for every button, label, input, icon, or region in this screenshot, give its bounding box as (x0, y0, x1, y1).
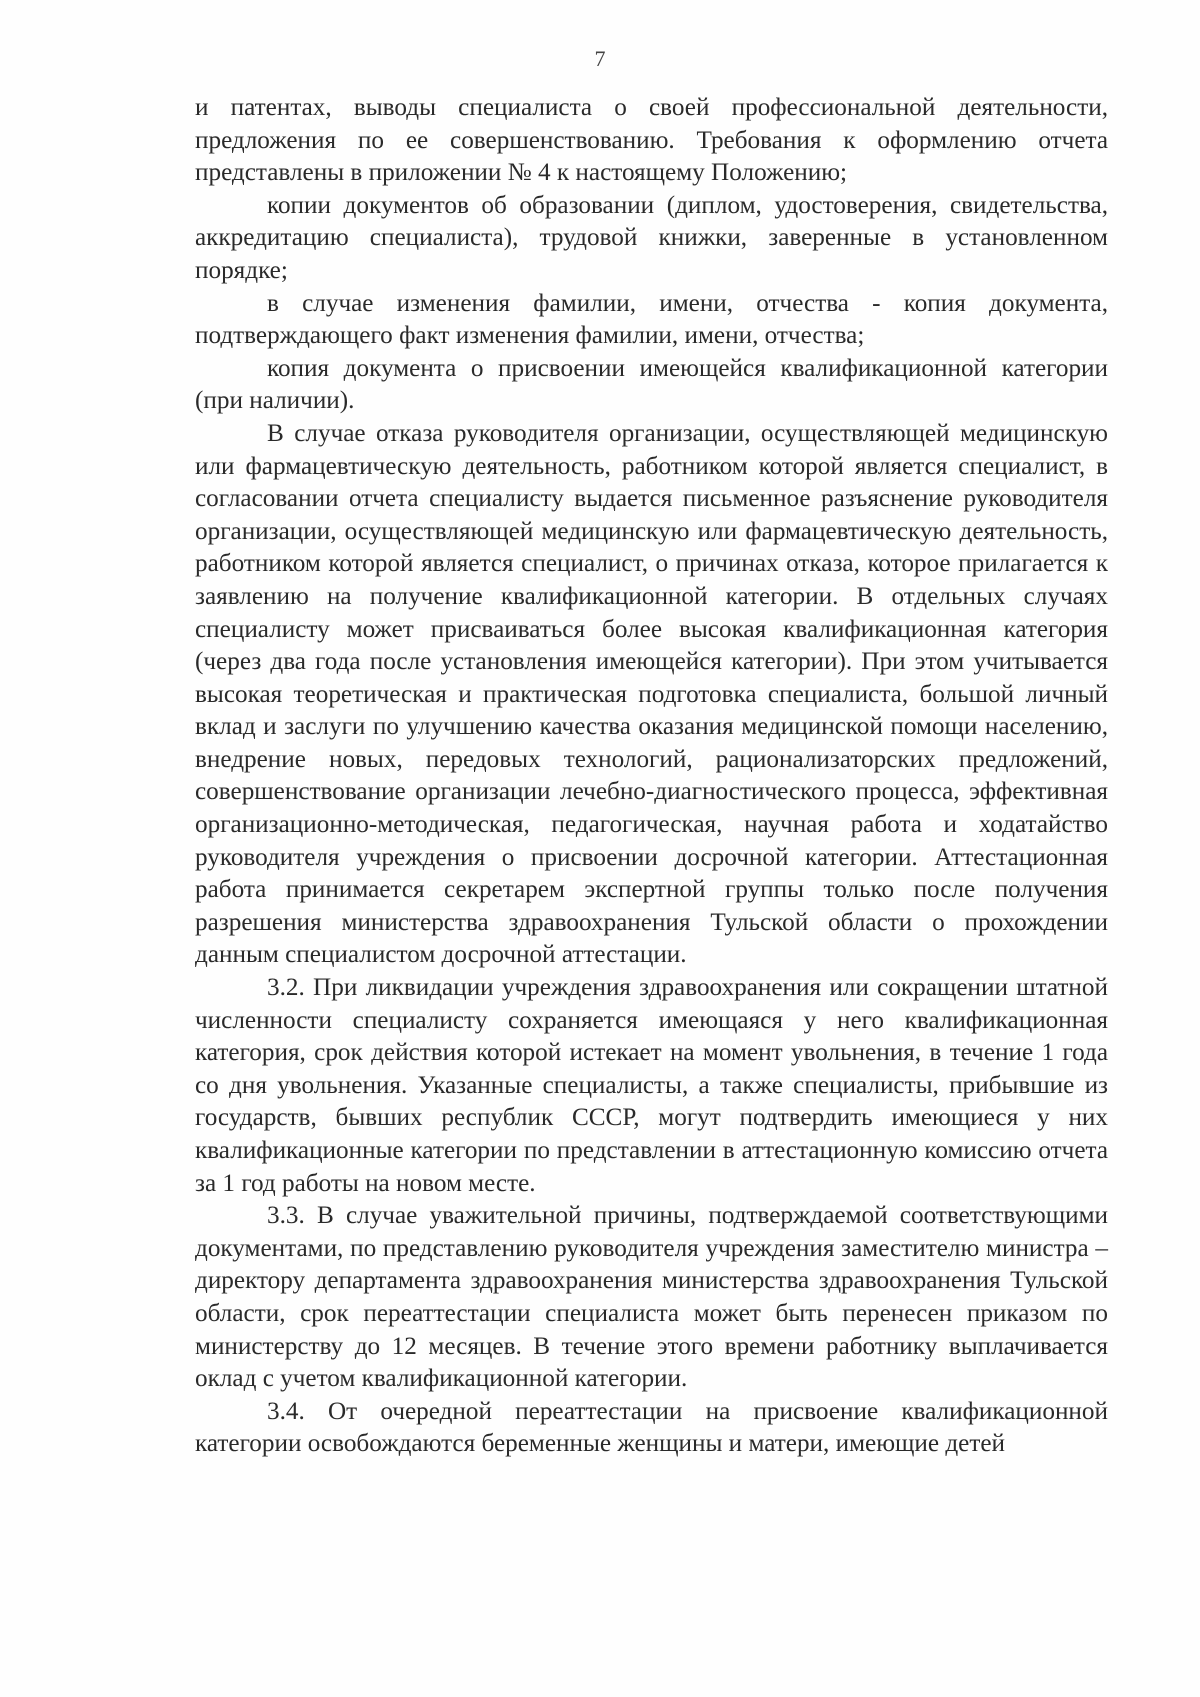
paragraph-continued: и патентах, выводы специалиста о своей профессиональной деятельности, предложения по ее совершенствованию. Требования к оформлению отчета представлены в приложении № 4 к настоящему Положению; (195, 94, 1108, 187)
document-body (195, 92, 1108, 1461)
paragraph-refusal: В случае отказа руководителя организации, осуществляющей медицинскую или фармацевтическую деятельность, работником которой является специалист, в согласовании отчета специалисту выдается письменное разъяснение руководителя организации, осуществляющей медицинскую или фармацевтическую деятельность, работником которой является специалист, о причинах отказа, которое прилагается к заявлению на получение квалификационной категории. В отдельных случаях специалисту может присваиваться более высокая квалификационная категория (через два года после установления имеющейся категории). При этом учитывается высокая теоретическая и практическая подготовка специалиста, большой личный вклад и заслуги по улучшению качества оказания медицинской помощи населению, внедрение новых, передовых технологий, рационализаторских предложений, совершенствование организации лечебно-диагностического процесса, эффективная организационно-методическая, педагогическая, научная работа и ходатайство руководителя учреждения о присвоении досрочной категории. Аттестационная работа принимается секретарем экспертной группы только после получения разрешения министерства здравоохранения Тульской области о прохождении данным специалистом досрочной аттестации. (195, 419, 1108, 969)
paragraph-category-copy: копия документа о присвоении имеющейся квалификационной категории (при наличии). (195, 354, 1108, 415)
paragraph-3-4: 3.4. От очередной переаттестации на присвоение квалификационной категории освобождаются беременные женщины и матери, имеющие детей (195, 1397, 1108, 1458)
paragraph-3-3: 3.3. В случае уважительной причины, подтверждаемой соответствующими документами, по представлению руководителя учреждения заместителю министра – директору департамента здравоохранения министерства здравоохранения Тульской области, срок переаттестации специалиста может быть перенесен приказом по министерству до 12 месяцев. В течение этого времени работнику выплачивается оклад с учетом квалификационной категории. (195, 1202, 1108, 1393)
paragraph-3-2: 3.2. При ликвидации учреждения здравоохранения или сокращении штатной численности специалисту сохраняется имеющаяся у него квалификационная категория, срок действия которой истекает на момент увольнения, в течение 1 года со дня увольнения. Указанные специалисты, а также специалисты, прибывшие из государств, бывших республик СССР, могут подтвердить имеющиеся у них квалификационные категории по представлении в аттестационную комиссию отчета за 1 год работы на новом месте. (195, 974, 1108, 1197)
paragraph-education-documents: копии документов об образовании (диплом, удостоверения, свидетельства, аккредитацию специалиста), трудовой книжки, заверенные в установленном порядке; (195, 191, 1108, 284)
paragraph-name-change: в случае изменения фамилии, имени, отчества - копия документа, подтверждающего факт изменения фамилии, имени, отчества; (195, 289, 1108, 350)
page-number: 7 (594, 46, 606, 71)
